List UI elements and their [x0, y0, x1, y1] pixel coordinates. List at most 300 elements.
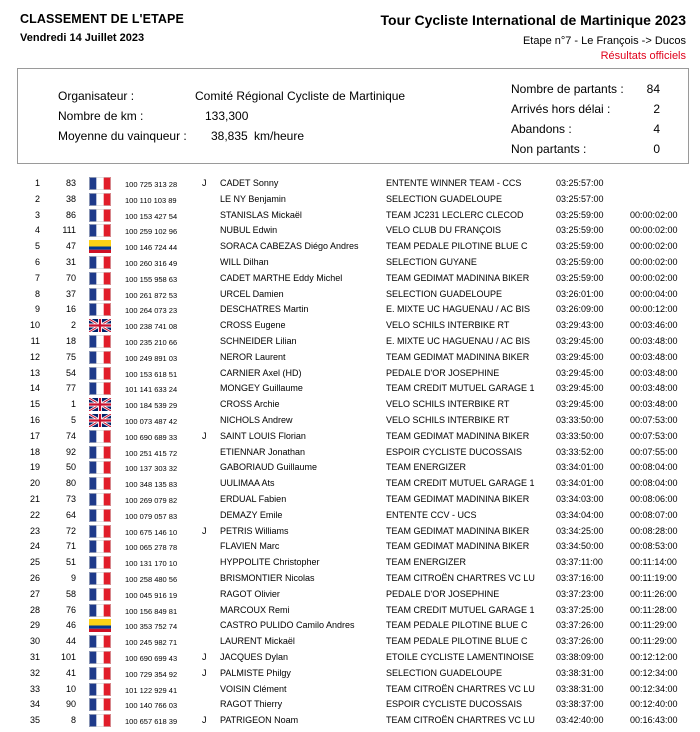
finish-time-cell: 03:29:45:00	[556, 351, 604, 362]
rider-name-cell: URCEL Damien	[220, 288, 284, 299]
rider-name-cell: CROSS Eugene	[220, 320, 286, 331]
late-arrivals-value: 2	[653, 102, 660, 116]
rank-cell: 4	[34, 225, 40, 236]
rider-name-cell: HYPPOLITE Christopher	[220, 557, 320, 568]
team-name-cell: TEAM CREDIT MUTUEL GARAGE 1	[386, 604, 535, 615]
rank-cell: 1	[34, 178, 40, 188]
uci-id-cell: 100 259 102 96	[125, 227, 178, 237]
non-starters-label: Non partants :	[511, 142, 587, 156]
flag-france-icon	[89, 351, 111, 364]
bib-cell: 47	[65, 241, 76, 252]
time-gap-cell: 00:08:28:00	[630, 525, 678, 536]
flag-france-icon	[89, 256, 111, 269]
team-name-cell: TEAM JC231 LECLERC CLECOD	[386, 209, 524, 220]
rank-cell: 11	[30, 335, 40, 346]
uci-id-cell: 100 690 689 33	[125, 432, 178, 442]
flag-colombia-icon	[89, 240, 111, 253]
bib-cell: 70	[65, 272, 76, 283]
time-gap-cell: 00:08:04:00	[630, 462, 678, 473]
team-name-cell: SELECTION GUADELOUPE	[386, 288, 503, 299]
average-speed-label: Moyenne du vainqueur :	[58, 129, 187, 143]
team-name-cell: TEAM GEDIMAT MADININA BIKER	[386, 430, 530, 441]
starters-value: 84	[646, 82, 660, 96]
result-row	[0, 287, 700, 303]
team-name-cell: SELECTION GUADELOUPE	[386, 193, 503, 204]
finish-time-cell: 03:34:25:00	[556, 525, 604, 536]
result-row	[0, 208, 700, 224]
finish-time-cell: 03:34:04:00	[556, 509, 604, 520]
time-gap-cell: 00:12:40:00	[630, 699, 678, 710]
bib-cell: 51	[65, 557, 76, 568]
finish-time-cell: 03:25:57:00	[556, 178, 604, 188]
bib-cell: 2	[70, 320, 76, 331]
team-name-cell: TEAM PEDALE PILOTINE BLUE C	[386, 636, 528, 647]
time-gap-cell: 00:00:02:00	[630, 225, 678, 236]
finish-time-cell: 03:25:59:00	[556, 241, 604, 252]
time-gap-cell: 00:07:53:00	[630, 414, 678, 425]
flag-france-icon	[89, 651, 111, 664]
finish-time-cell: 03:34:01:00	[556, 462, 604, 473]
rank-cell: 12	[29, 351, 40, 362]
uci-id-cell: 100 261 872 53	[125, 290, 178, 300]
rank-cell: 10	[29, 320, 40, 331]
bib-cell: 83	[65, 178, 76, 188]
time-gap-cell: 00:03:48:00	[630, 367, 678, 378]
flag-france-icon	[89, 540, 111, 553]
finish-time-cell: 03:34:50:00	[556, 541, 604, 552]
finish-time-cell: 03:33:50:00	[556, 414, 604, 425]
bib-cell: 77	[65, 383, 76, 394]
team-name-cell: SELECTION GUADELOUPE	[386, 667, 503, 678]
rank-cell: 5	[34, 241, 40, 252]
starters-label: Nombre de partants :	[511, 82, 624, 96]
finish-time-cell: 03:26:01:00	[556, 288, 604, 299]
time-gap-cell: 00:03:48:00	[630, 335, 678, 346]
finish-time-cell: 03:37:11:00	[556, 557, 603, 568]
rank-cell: 18	[29, 446, 40, 457]
team-name-cell: TEAM CITROËN CHARTRES VC LU	[386, 683, 535, 694]
result-row	[0, 381, 700, 397]
rider-name-cell: ETIENNAR Jonathan	[220, 446, 306, 457]
result-row	[0, 460, 700, 476]
flag-france-icon	[89, 288, 111, 301]
time-gap-cell: 00:12:12:00	[630, 651, 678, 662]
bib-cell: 58	[65, 588, 76, 599]
rider-name-cell: CADET Sonny	[220, 178, 279, 188]
junior-marker: J	[202, 667, 207, 678]
rider-name-cell: NEROR Laurent	[220, 351, 286, 362]
flag-france-icon	[89, 430, 111, 443]
finish-time-cell: 03:29:45:00	[556, 383, 604, 394]
stage-info: Etape n°7 - Le François -> Ducos	[522, 35, 686, 47]
result-row	[0, 476, 700, 492]
finish-time-cell: 03:38:31:00	[556, 667, 604, 678]
team-name-cell: TEAM CREDIT MUTUEL GARAGE 1	[386, 478, 535, 489]
rider-name-cell: UULIMAA Ats	[220, 478, 275, 489]
result-row	[0, 429, 700, 445]
rank-cell: 21	[29, 493, 40, 504]
rider-name-cell: WILL Dilhan	[220, 256, 269, 267]
rider-name-cell: CARNIER Axel (HD)	[220, 367, 302, 378]
result-row	[0, 239, 700, 255]
rider-name-cell: BRISMONTIER Nicolas	[220, 572, 315, 583]
time-gap-cell: 00:00:02:00	[630, 241, 678, 252]
rank-cell: 13	[29, 367, 40, 378]
uci-id-cell: 100 146 724 44	[125, 243, 178, 253]
team-name-cell: TEAM GEDIMAT MADININA BIKER	[386, 525, 530, 536]
stage-date: Vendredi 14 Juillet 2023	[20, 32, 145, 44]
uci-id-cell: 100 140 766 03	[125, 701, 178, 711]
junior-marker: J	[202, 651, 207, 662]
flag-great-britain-icon	[89, 414, 111, 427]
time-gap-cell: 00:08:06:00	[630, 493, 678, 504]
flag-france-icon	[89, 224, 111, 237]
team-name-cell: TEAM GEDIMAT MADININA BIKER	[386, 541, 530, 552]
rank-cell: 15	[29, 399, 40, 410]
uci-id-cell: 100 235 210 66	[125, 337, 178, 347]
uci-id-cell: 100 131 170 10	[125, 559, 178, 569]
result-row	[0, 176, 700, 192]
result-row	[0, 445, 700, 461]
rank-cell: 26	[29, 572, 40, 583]
uci-id-cell: 100 657 618 39	[125, 717, 178, 727]
rider-name-cell: CROSS Archie	[220, 399, 280, 410]
uci-id-cell: 100 155 958 63	[125, 274, 178, 284]
flag-france-icon	[89, 193, 111, 206]
time-gap-cell: 00:08:07:00	[630, 509, 678, 520]
late-arrivals-label: Arrivés hors délai :	[511, 102, 611, 116]
bib-cell: 72	[65, 525, 76, 536]
result-row	[0, 271, 700, 287]
rank-cell: 30	[29, 636, 40, 647]
abandons-value: 4	[653, 122, 660, 136]
finish-time-cell: 03:25:57:00	[556, 193, 604, 204]
abandons-label: Abandons :	[511, 122, 572, 136]
uci-id-cell: 100 725 313 28	[125, 180, 178, 189]
team-name-cell: TEAM ENERGIZER	[386, 462, 467, 473]
uci-id-cell: 100 156 849 81	[125, 606, 178, 616]
rank-cell: 19	[29, 462, 40, 473]
uci-id-cell: 100 258 480 56	[125, 574, 178, 584]
result-row	[0, 397, 700, 413]
flag-france-icon	[89, 667, 111, 680]
rider-name-cell: DESCHATRES Martin	[220, 304, 309, 315]
rider-name-cell: DEMAZY Emile	[220, 509, 283, 520]
rank-cell: 35	[29, 715, 40, 726]
result-row	[0, 492, 700, 508]
result-row	[0, 539, 700, 555]
rider-name-cell: NUBUL Edwin	[220, 225, 278, 236]
header-left	[20, 12, 184, 44]
rank-cell: 29	[29, 620, 40, 631]
flag-france-icon	[89, 367, 111, 380]
finish-time-cell: 03:25:59:00	[556, 209, 604, 220]
result-row	[0, 634, 700, 650]
rank-cell: 3	[34, 209, 40, 220]
time-gap-cell: 00:16:43:00	[630, 715, 678, 726]
rank-cell: 28	[29, 604, 40, 615]
uci-id-cell: 100 065 278 78	[125, 543, 178, 553]
time-gap-cell: 00:12:34:00	[630, 683, 678, 694]
uci-id-cell: 101 122 929 41	[125, 685, 178, 695]
uci-id-cell: 100 079 057 83	[125, 511, 178, 521]
flag-france-icon	[89, 604, 111, 617]
bib-cell: 10	[65, 683, 76, 694]
rider-name-cell: LAURENT Mickaël	[220, 636, 295, 647]
rank-cell: 7	[34, 272, 40, 283]
team-name-cell: VELO SCHILS INTERBIKE RT	[386, 399, 510, 410]
bib-cell: 50	[65, 462, 76, 473]
result-row	[0, 555, 700, 571]
uci-id-cell: 100 264 073 23	[125, 306, 178, 316]
result-row	[0, 366, 700, 382]
team-name-cell: E. MIXTE UC HAGUENAU / AC BIS	[386, 304, 531, 315]
uci-id-cell: 100 353 752 74	[125, 622, 178, 632]
time-gap-cell: 00:03:48:00	[630, 383, 678, 394]
flag-france-icon	[89, 272, 111, 285]
result-row	[0, 350, 700, 366]
uci-id-cell: 100 073 487 42	[125, 416, 178, 426]
km-label: Nombre de km :	[58, 109, 144, 123]
flag-france-icon	[89, 303, 111, 316]
time-gap-cell: 00:11:29:00	[630, 620, 677, 631]
team-name-cell: TEAM GEDIMAT MADININA BIKER	[386, 493, 530, 504]
finish-time-cell: 03:29:43:00	[556, 320, 604, 331]
bib-cell: 101	[60, 651, 76, 662]
flag-france-icon	[89, 382, 111, 395]
finish-time-cell: 03:25:59:00	[556, 225, 604, 236]
time-gap-cell: 00:00:02:00	[630, 256, 678, 267]
uci-id-cell: 100 260 316 49	[125, 258, 178, 268]
result-row	[0, 618, 700, 634]
team-name-cell: TEAM GEDIMAT MADININA BIKER	[386, 351, 530, 362]
finish-time-cell: 03:25:59:00	[556, 272, 604, 283]
time-gap-cell: 00:11:26:00	[630, 588, 677, 599]
bib-cell: 9	[70, 572, 76, 583]
uci-id-cell: 100 045 916 19	[125, 590, 178, 600]
time-gap-cell: 00:11:14:00	[630, 557, 677, 568]
flag-france-icon	[89, 698, 111, 711]
rank-cell: 24	[29, 541, 40, 552]
rank-cell: 23	[29, 525, 40, 536]
team-name-cell: ENTENTE CCV - UCS	[386, 509, 477, 520]
rank-cell: 17	[29, 430, 40, 441]
time-gap-cell: 00:00:02:00	[630, 272, 678, 283]
result-row	[0, 587, 700, 603]
time-gap-cell: 00:07:53:00	[630, 430, 678, 441]
uci-id-cell: 100 729 354 92	[125, 669, 178, 679]
uci-id-cell: 100 348 135 83	[125, 480, 178, 490]
finish-time-cell: 03:42:40:00	[556, 715, 604, 726]
uci-id-cell: 100 137 303 32	[125, 464, 178, 474]
organizer-label: Organisateur :	[58, 89, 135, 103]
flag-france-icon	[89, 493, 111, 506]
bib-cell: 75	[65, 351, 76, 362]
bib-cell: 31	[65, 256, 76, 267]
flag-france-icon	[89, 683, 111, 696]
finish-time-cell: 03:33:52:00	[556, 446, 604, 457]
results-table	[0, 176, 700, 729]
bib-cell: 86	[65, 209, 76, 220]
rank-cell: 2	[34, 193, 40, 204]
time-gap-cell: 00:03:46:00	[630, 320, 678, 331]
rider-name-cell: NICHOLS Andrew	[220, 414, 293, 425]
bib-cell: 16	[65, 304, 76, 315]
time-gap-cell: 00:03:48:00	[630, 351, 678, 362]
stage-info-box	[17, 68, 689, 164]
rider-name-cell: PETRIS Williams	[220, 525, 289, 536]
rank-cell: 33	[29, 683, 40, 694]
team-name-cell: ENTENTE WINNER TEAM - CCS	[386, 178, 522, 188]
bib-cell: 54	[65, 367, 76, 378]
bib-cell: 37	[65, 288, 76, 299]
team-name-cell: PEDALE D'OR JOSEPHINE	[386, 588, 500, 599]
junior-marker: J	[202, 430, 207, 441]
flag-france-icon	[89, 446, 111, 459]
flag-france-icon	[89, 556, 111, 569]
rider-name-cell: GABORIAUD Guillaume	[220, 462, 318, 473]
team-name-cell: TEAM ENERGIZER	[386, 557, 467, 568]
junior-marker: J	[202, 178, 207, 188]
result-row	[0, 713, 700, 729]
finish-time-cell: 03:37:23:00	[556, 588, 604, 599]
rank-cell: 25	[29, 557, 40, 568]
result-row	[0, 682, 700, 698]
finish-time-cell: 03:33:50:00	[556, 430, 604, 441]
uci-id-cell: 100 675 146 10	[125, 527, 178, 537]
flag-great-britain-icon	[89, 319, 111, 332]
result-row	[0, 571, 700, 587]
finish-time-cell: 03:37:26:00	[556, 636, 604, 647]
rank-cell: 22	[29, 509, 40, 520]
bib-cell: 38	[65, 193, 76, 204]
rider-name-cell: RAGOT Olivier	[220, 588, 280, 599]
time-gap-cell: 00:03:48:00	[630, 399, 678, 410]
result-row	[0, 318, 700, 334]
rider-name-cell: MONGEY Guillaume	[220, 383, 303, 394]
flag-france-icon	[89, 588, 111, 601]
uci-id-cell: 100 110 103 89	[125, 195, 177, 205]
flag-france-icon	[89, 572, 111, 585]
rank-cell: 9	[34, 304, 40, 315]
bib-cell: 80	[65, 478, 76, 489]
result-row	[0, 192, 700, 208]
bib-cell: 71	[65, 541, 76, 552]
junior-marker: J	[202, 525, 207, 536]
rider-name-cell: RAGOT Thierry	[220, 699, 283, 710]
flag-france-icon	[89, 461, 111, 474]
bib-cell: 1	[70, 399, 76, 410]
rider-name-cell: MARCOUX Remi	[220, 604, 290, 615]
time-gap-cell: 00:00:12:00	[630, 304, 678, 315]
rank-cell: 8	[34, 288, 40, 299]
finish-time-cell: 03:37:25:00	[556, 604, 604, 615]
bib-cell: 111	[62, 225, 76, 236]
bib-cell: 44	[65, 636, 76, 647]
bib-cell: 73	[65, 493, 76, 504]
rider-name-cell: SCHNEIDER Lilian	[220, 335, 297, 346]
time-gap-cell: 00:08:04:00	[630, 478, 678, 489]
team-name-cell: TEAM CREDIT MUTUEL GARAGE 1	[386, 383, 535, 394]
team-name-cell: ETOILE CYCLISTE LAMENTINOISE	[386, 651, 534, 662]
flag-great-britain-icon	[89, 398, 111, 411]
rider-name-cell: PATRIGEON Noam	[220, 715, 299, 726]
rank-cell: 27	[29, 588, 40, 599]
bib-cell: 90	[65, 699, 76, 710]
rank-cell: 14	[29, 383, 40, 394]
team-name-cell: VELO CLUB DU FRANÇOIS	[386, 225, 502, 236]
rank-cell: 16	[29, 414, 40, 425]
uci-id-cell: 100 269 079 82	[125, 495, 178, 505]
result-row	[0, 603, 700, 619]
uci-id-cell: 100 153 618 51	[125, 369, 178, 379]
team-name-cell: TEAM CITROËN CHARTRES VC LU	[386, 715, 535, 726]
time-gap-cell: 00:00:04:00	[630, 288, 678, 299]
result-row	[0, 524, 700, 540]
uci-id-cell: 100 153 427 54	[125, 211, 178, 221]
rank-cell: 20	[29, 478, 40, 489]
team-name-cell: TEAM PEDALE PILOTINE BLUE C	[386, 241, 528, 252]
bib-cell: 46	[65, 620, 76, 631]
result-row	[0, 223, 700, 239]
non-starters-value: 0	[653, 142, 660, 156]
team-name-cell: ESPOIR CYCLISTE DUCOSSAIS	[386, 699, 523, 710]
finish-time-cell: 03:37:16:00	[556, 572, 604, 583]
team-name-cell: ESPOIR CYCLISTE DUCOSSAIS	[386, 446, 523, 457]
finish-time-cell: 03:29:45:00	[556, 335, 604, 346]
finish-time-cell: 03:34:03:00	[556, 493, 604, 504]
finish-time-cell: 03:38:37:00	[556, 699, 604, 710]
time-gap-cell: 00:08:53:00	[630, 541, 678, 552]
bib-cell: 76	[65, 604, 76, 615]
result-row	[0, 508, 700, 524]
finish-time-cell: 03:37:26:00	[556, 620, 604, 631]
rider-name-cell: SAINT LOUIS Florian	[220, 430, 306, 441]
finish-time-cell: 03:26:09:00	[556, 304, 604, 315]
time-gap-cell: 00:07:55:00	[630, 446, 678, 457]
average-speed-value: 38,835	[211, 129, 248, 143]
bib-cell: 41	[65, 667, 76, 678]
rank-cell: 32	[29, 667, 40, 678]
result-row	[0, 650, 700, 666]
rider-name-cell: CASTRO PULIDO Camilo Andres	[220, 620, 355, 631]
rank-cell: 34	[29, 699, 40, 710]
finish-time-cell: 03:29:45:00	[556, 367, 604, 378]
page-title: CLASSEMENT DE L'ETAPE	[20, 12, 184, 26]
result-row	[0, 666, 700, 682]
uci-id-cell: 100 184 539 29	[125, 401, 178, 411]
bib-cell: 64	[65, 509, 76, 520]
bib-cell: 5	[70, 414, 76, 425]
time-gap-cell: 00:11:19:00	[630, 572, 677, 583]
rank-cell: 31	[29, 651, 40, 662]
rider-name-cell: JACQUES Dylan	[220, 651, 289, 662]
uci-id-cell: 100 245 982 71	[125, 638, 178, 648]
header-right	[381, 12, 686, 62]
finish-time-cell: 03:34:01:00	[556, 478, 604, 489]
result-row	[0, 302, 700, 318]
bib-cell: 92	[65, 446, 76, 457]
average-speed-unit: km/heure	[254, 129, 305, 143]
time-gap-cell: 00:11:28:00	[630, 604, 677, 615]
rider-name-cell: VOISIN Clément	[220, 683, 287, 694]
result-row	[0, 697, 700, 713]
team-name-cell: VELO SCHILS INTERBIKE RT	[386, 414, 510, 425]
result-row	[0, 413, 700, 429]
km-value: 133,300	[205, 109, 249, 123]
team-name-cell: TEAM CITROËN CHARTRES VC LU	[386, 572, 535, 583]
bib-cell: 8	[70, 715, 76, 726]
